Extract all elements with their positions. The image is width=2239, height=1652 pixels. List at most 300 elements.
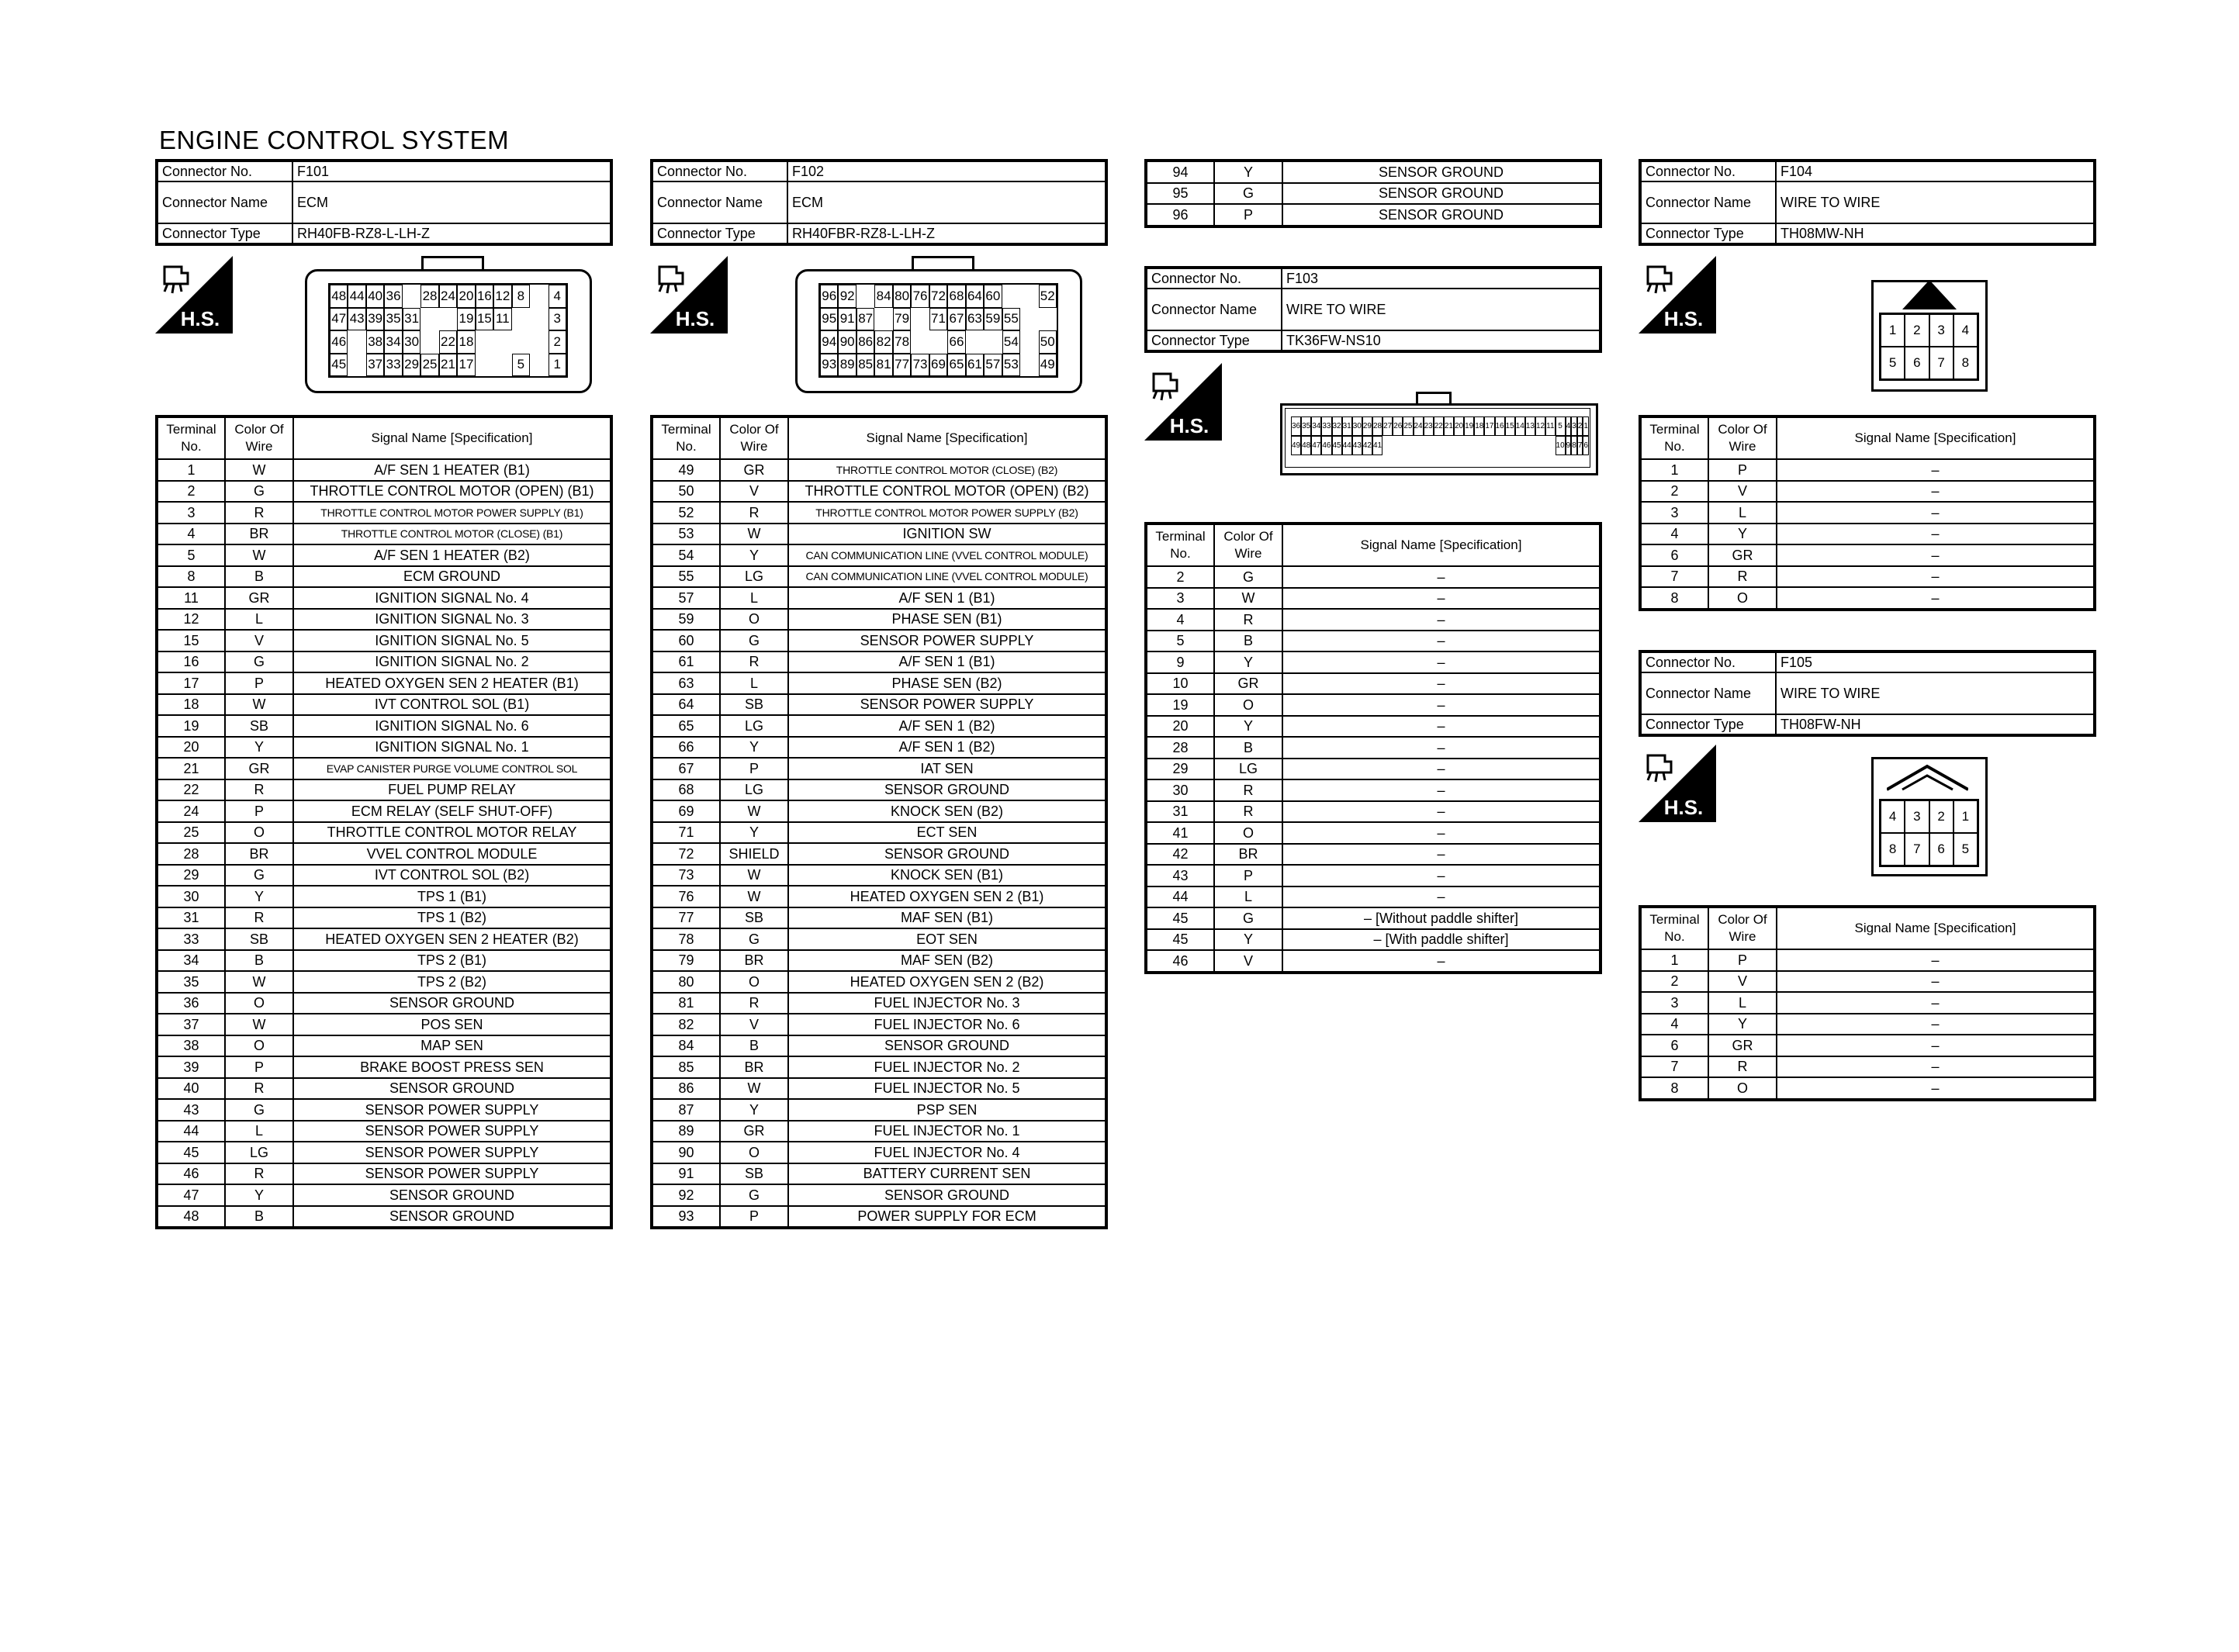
signal-name-cell: – (1282, 759, 1601, 780)
signal-name-cell: THROTTLE CONTROL MOTOR POWER SUPPLY (B2) (788, 502, 1106, 524)
connector-type-value: RH40FBR-RZ8-L-LH-Z (787, 223, 1106, 244)
connector-pin: 86 (856, 330, 874, 354)
wire-color-cell: B (1214, 631, 1282, 652)
wire-color-cell: P (1214, 204, 1282, 226)
connector-pin (1020, 354, 1038, 377)
table-row (157, 993, 611, 1014)
connector-pin: 76 (911, 285, 929, 308)
signal-name-cell: BRAKE BOOST PRESS SEN (293, 1056, 611, 1078)
connector-pin (856, 285, 874, 308)
terminal-no-cell: 89 (652, 1121, 720, 1142)
connector-type-label: Connector Type (1640, 714, 1776, 735)
connector-pin (1505, 436, 1515, 455)
signal-name-cell: SENSOR GROUND (293, 1078, 611, 1100)
table-row (652, 630, 1106, 651)
table-row (1640, 1077, 2095, 1100)
wire-color-cell: O (1708, 1077, 1777, 1100)
terminal-no-cell: 5 (1146, 631, 1214, 652)
terminal-no-cell: 21 (157, 758, 225, 779)
connector-pin: 81 (874, 354, 892, 377)
connector-pin: 33 (1321, 416, 1331, 436)
signal-name-cell: MAF SEN (B2) (788, 950, 1106, 972)
table-row (652, 843, 1106, 865)
connector-pin: 53 (1002, 354, 1020, 377)
table-row (652, 886, 1106, 907)
table-row (157, 1206, 611, 1229)
wire-color-cell: BR (225, 524, 293, 545)
table-row (157, 459, 611, 481)
connector-type-label: Connector Type (1146, 330, 1282, 351)
color-of-wire-header: Color Of Wire (225, 416, 293, 459)
signal-name-cell: – (1282, 716, 1601, 738)
connector-pin: 67 (947, 308, 965, 331)
wire-color-cell: P (225, 800, 293, 822)
table-row (157, 630, 611, 651)
wire-color-cell: BR (225, 843, 293, 865)
table-row (157, 758, 611, 779)
signal-name-cell: – (1282, 822, 1601, 844)
terminal-no-cell: 1 (157, 459, 225, 481)
terminal-no-cell: 3 (157, 502, 225, 524)
f105-header (1639, 650, 2096, 737)
wire-color-cell: G (720, 928, 788, 950)
signal-name-cell: HEATED OXYGEN SEN 2 HEATER (B1) (293, 672, 611, 694)
connector-pin: 78 (893, 330, 911, 354)
terminal-no-cell: 86 (652, 1078, 720, 1100)
wire-color-cell: R (225, 1078, 293, 1100)
signal-name-cell: SENSOR POWER SUPPLY (293, 1099, 611, 1121)
terminal-no-cell: 24 (157, 800, 225, 822)
signal-name-cell: IAT SEN (788, 758, 1106, 779)
wire-color-cell: R (1708, 566, 1777, 588)
connector-pin: 87 (856, 308, 874, 331)
terminal-no-cell: 37 (157, 1014, 225, 1035)
table-row (1640, 524, 2095, 545)
table-row (1146, 865, 1601, 886)
wire-color-cell: V (720, 1014, 788, 1035)
connector-name-label: Connector Name (1640, 672, 1776, 714)
table-row (1640, 971, 2095, 993)
signal-name-cell: SENSOR GROUND (788, 1184, 1106, 1206)
signal-name-cell: A/F SEN 1 (B2) (788, 737, 1106, 759)
wire-color-cell: P (225, 672, 293, 694)
table-row (157, 843, 611, 865)
wire-color-cell: Y (225, 1184, 293, 1206)
signal-name-cell: – (1282, 631, 1601, 652)
wire-color-cell: GR (225, 587, 293, 609)
connector-pin: 5 (1881, 347, 1905, 379)
connector-pin: 41 (1372, 436, 1383, 455)
wire-color-cell: O (225, 993, 293, 1014)
connector-pin: 5 (1954, 833, 1978, 866)
terminal-no-cell: 17 (157, 672, 225, 694)
wire-color-cell: B (225, 566, 293, 588)
table-row (157, 587, 611, 609)
table-row (157, 1142, 611, 1163)
connector-name-label: Connector Name (157, 181, 292, 223)
connector-pin: 18 (457, 330, 475, 354)
wire-color-cell: P (225, 1056, 293, 1078)
wire-color-cell: L (1708, 992, 1777, 1014)
connector-pin: 37 (366, 354, 384, 377)
connector-pin: 46 (330, 330, 348, 354)
terminal-no-cell: 61 (652, 651, 720, 673)
connector-pin: 7 (1905, 833, 1929, 866)
wire-color-cell: R (225, 779, 293, 801)
table-row (1146, 886, 1601, 908)
terminal-no-cell: 60 (652, 630, 720, 651)
connector-pin (493, 330, 511, 354)
wire-color-cell: R (1214, 609, 1282, 631)
terminal-no-cell: 69 (652, 800, 720, 822)
wire-color-cell: G (225, 481, 293, 503)
signal-name-cell: TPS 1 (B2) (293, 907, 611, 929)
terminal-no-cell: 72 (652, 843, 720, 865)
wire-color-cell: Y (225, 737, 293, 759)
table-row (652, 971, 1106, 993)
connector-pin: 61 (966, 354, 984, 377)
table-row (652, 672, 1106, 694)
connector-pin (1484, 436, 1494, 455)
signal-name-cell: BATTERY CURRENT SEN (788, 1163, 1106, 1185)
wire-color-cell: O (1708, 587, 1777, 610)
harness-side-icon (1144, 363, 1222, 441)
signal-name-cell: – (1777, 587, 2095, 610)
signal-name-cell: FUEL INJECTOR No. 1 (788, 1121, 1106, 1142)
table-row (652, 822, 1106, 844)
wire-color-cell: O (720, 1142, 788, 1163)
connector-pin: 4 (1954, 314, 1978, 347)
f104-connector-face (1871, 266, 1988, 392)
terminal-no-cell: 8 (157, 566, 225, 588)
wire-color-cell: L (720, 587, 788, 609)
table-row (1146, 588, 1601, 610)
connector-name-value: WIRE TO WIRE (1776, 181, 2095, 223)
connector-name-value: WIRE TO WIRE (1776, 672, 2095, 714)
wire-color-cell: O (1214, 694, 1282, 716)
hs-label: H.S. (675, 307, 715, 330)
connector-pin: 50 (1039, 330, 1057, 354)
signal-name-header: Signal Name [Specification] (1777, 907, 2095, 949)
signal-name-cell: – (1777, 459, 2095, 481)
wire-color-cell: B (720, 1035, 788, 1057)
table-row (157, 1056, 611, 1078)
terminal-no-cell: 42 (1146, 844, 1214, 866)
wire-color-cell: R (225, 502, 293, 524)
wire-color-cell: SB (720, 907, 788, 929)
terminal-no-cell: 63 (652, 672, 720, 694)
terminal-no-cell: 59 (652, 609, 720, 631)
signal-name-cell: FUEL INJECTOR No. 4 (788, 1142, 1106, 1163)
table-row (1146, 759, 1601, 780)
connector-pin (1002, 285, 1020, 308)
table-row (652, 737, 1106, 759)
f103-connector-face (1280, 392, 1598, 475)
signal-name-cell: – (1282, 588, 1601, 610)
connector-pin: 21 (1444, 416, 1454, 436)
terminal-no-cell: 43 (157, 1099, 225, 1121)
signal-name-cell: TPS 2 (B1) (293, 950, 611, 972)
table-row (157, 971, 611, 993)
table-row (1146, 161, 1601, 183)
terminal-no-cell: 44 (1146, 886, 1214, 908)
terminal-no-cell: 3 (1640, 502, 1708, 524)
table-row (157, 566, 611, 588)
connector-pin: 5 (1556, 416, 1566, 436)
signal-name-cell: FUEL INJECTOR No. 5 (788, 1078, 1106, 1100)
terminal-no-cell: 1 (1640, 459, 1708, 481)
hs-label: H.S. (1169, 414, 1209, 437)
table-row (652, 865, 1106, 886)
signal-name-cell: – (1282, 779, 1601, 801)
terminal-no-cell: 90 (652, 1142, 720, 1163)
terminal-no-cell: 73 (652, 865, 720, 886)
wire-color-cell: LG (225, 1142, 293, 1163)
connector-no-value: F105 (1776, 651, 2095, 672)
harness-side-icon (155, 256, 233, 334)
signal-name-cell: FUEL INJECTOR No. 3 (788, 993, 1106, 1014)
terminal-no-cell: 30 (157, 886, 225, 907)
table-row (1146, 779, 1601, 801)
terminal-no-cell: 29 (1146, 759, 1214, 780)
signal-name-cell: HEATED OXYGEN SEN 2 (B2) (788, 971, 1106, 993)
signal-name-cell: – (1777, 992, 2095, 1014)
signal-name-cell: TPS 1 (B1) (293, 886, 611, 907)
signal-name-cell: THROTTLE CONTROL MOTOR (OPEN) (B2) (788, 481, 1106, 503)
table-row (157, 715, 611, 737)
hs-label: H.S. (1663, 307, 1704, 330)
signal-name-cell: A/F SEN 1 (B2) (788, 715, 1106, 737)
signal-name-cell: POWER SUPPLY FOR ECM (788, 1206, 1106, 1229)
connector-pin: 9 (1566, 436, 1572, 455)
signal-name-cell: A/F SEN 1 (B1) (788, 651, 1106, 673)
connector-pin: 38 (366, 330, 384, 354)
connector-pin: 17 (457, 354, 475, 377)
signal-name-cell: SENSOR GROUND (293, 1206, 611, 1229)
wire-color-cell: O (1214, 822, 1282, 844)
connector-pin: 44 (1342, 436, 1352, 455)
connector-pin: 45 (1332, 436, 1342, 455)
connector-pin (512, 330, 530, 354)
connector-pin: 16 (476, 285, 493, 308)
connector-pin: 35 (1301, 416, 1311, 436)
table-row (1146, 737, 1601, 759)
table-row (157, 481, 611, 503)
table-row (1146, 204, 1601, 226)
terminal-no-cell: 28 (1146, 737, 1214, 759)
connector-pin: 2 (549, 330, 566, 354)
wire-color-cell: Y (1214, 929, 1282, 951)
connector-name-value: ECM (292, 181, 611, 223)
connector-pin (874, 308, 892, 331)
connector-pin: 36 (1291, 416, 1301, 436)
terminal-no-cell: 19 (1146, 694, 1214, 716)
connector-pin (984, 330, 1002, 354)
connector-pin: 10 (1556, 436, 1566, 455)
signal-name-cell: KNOCK SEN (B1) (788, 865, 1106, 886)
connector-pin: 30 (1352, 416, 1362, 436)
wire-color-cell: LG (720, 779, 788, 801)
connector-pin (348, 354, 365, 377)
connector-pin (476, 330, 493, 354)
table-row (157, 609, 611, 631)
wire-color-cell: LG (720, 715, 788, 737)
terminal-no-cell: 6 (1640, 544, 1708, 566)
connector-pin (1039, 308, 1057, 331)
terminal-no-cell: 35 (157, 971, 225, 993)
connector-pin (1525, 436, 1535, 455)
table-row (157, 928, 611, 950)
table-row (652, 1056, 1106, 1078)
connector-pin: 6 (1929, 833, 1954, 866)
wire-color-cell: P (1708, 949, 1777, 971)
signal-name-cell: CAN COMMUNICATION LINE (VVEL CONTROL MODULE) (788, 566, 1106, 588)
connector-pin (1020, 285, 1038, 308)
wire-color-cell: B (225, 1206, 293, 1229)
connector-pin: 48 (330, 285, 348, 308)
signal-name-cell: – (1282, 609, 1601, 631)
connector-pin: 24 (439, 285, 457, 308)
connector-type-value: TK36FW-NS10 (1282, 330, 1601, 351)
signal-name-cell: IVT CONTROL SOL (B1) (293, 694, 611, 716)
table-row (157, 1163, 611, 1185)
wire-color-cell: SB (225, 928, 293, 950)
terminal-no-cell: 47 (157, 1184, 225, 1206)
table-row (157, 694, 611, 716)
connector-pin: 32 (1332, 416, 1342, 436)
connector-pin: 7 (1577, 436, 1583, 455)
f103-header (1144, 266, 1602, 353)
connector-pin: 95 (820, 308, 838, 331)
wire-color-cell: V (1708, 971, 1777, 993)
signal-name-cell: – (1777, 1056, 2095, 1078)
connector-pin (911, 308, 929, 331)
wire-color-cell: G (720, 1184, 788, 1206)
table-row (157, 800, 611, 822)
terminal-no-header: Terminal No. (1146, 524, 1214, 566)
wire-color-cell: W (720, 865, 788, 886)
signal-name-cell: – (1777, 566, 2095, 588)
connector-pin: 11 (493, 308, 511, 331)
connector-no-label: Connector No. (1146, 268, 1282, 289)
wire-color-cell: W (720, 1078, 788, 1100)
connector-pin: 80 (893, 285, 911, 308)
signal-name-cell: SENSOR GROUND (293, 1184, 611, 1206)
wire-color-cell: V (1708, 481, 1777, 503)
connector-latch-icon (1902, 272, 1957, 311)
connector-pin (530, 308, 548, 331)
connector-pin (1515, 436, 1525, 455)
terminal-no-cell: 57 (652, 587, 720, 609)
signal-name-cell: IGNITION SIGNAL No. 3 (293, 609, 611, 631)
connector-name-label: Connector Name (652, 181, 787, 223)
signal-name-cell: – (1282, 844, 1601, 866)
signal-name-cell: A/F SEN 1 HEATER (B1) (293, 459, 611, 481)
connector-pin: 14 (1515, 416, 1525, 436)
table-row (157, 737, 611, 759)
signal-name-cell: SENSOR GROUND (1282, 204, 1601, 226)
signal-name-cell: – (1282, 566, 1601, 588)
connector-pin: 25 (1403, 416, 1413, 436)
connector-pin: 29 (403, 354, 420, 377)
connector-pin: 85 (856, 354, 874, 377)
terminal-no-cell: 7 (1640, 1056, 1708, 1078)
connector-pin: 84 (874, 285, 892, 308)
connector-pin: 69 (929, 354, 947, 377)
terminal-no-cell: 93 (652, 1206, 720, 1229)
connector-pin: 47 (1311, 436, 1321, 455)
wire-color-cell: G (1214, 183, 1282, 205)
table-row (652, 694, 1106, 716)
connector-pin: 60 (984, 285, 1002, 308)
wire-color-cell: L (720, 672, 788, 694)
signal-name-cell: THROTTLE CONTROL MOTOR (OPEN) (B1) (293, 481, 611, 503)
connector-pin: 16 (1495, 416, 1505, 436)
connector-pin: 68 (947, 285, 965, 308)
connector-pin: 1 (1583, 416, 1589, 436)
signal-name-cell: MAF SEN (B1) (788, 907, 1106, 929)
connector-pin (530, 330, 548, 354)
color-of-wire-header: Color Of Wire (1708, 907, 1777, 949)
signal-name-cell: VVEL CONTROL MODULE (293, 843, 611, 865)
terminal-no-cell: 40 (157, 1078, 225, 1100)
connector-pin: 93 (820, 354, 838, 377)
terminal-no-cell: 29 (157, 865, 225, 886)
signal-name-cell: IVT CONTROL SOL (B2) (293, 865, 611, 886)
terminal-no-cell: 2 (1640, 481, 1708, 503)
terminal-no-cell: 2 (1146, 566, 1214, 588)
terminal-no-cell: 67 (652, 758, 720, 779)
connector-pin: 6 (1905, 347, 1929, 379)
wire-color-cell: Y (720, 544, 788, 566)
signal-name-cell: SENSOR GROUND (788, 843, 1106, 865)
connector-no-value: F102 (787, 161, 1106, 181)
wire-color-cell: R (1214, 779, 1282, 801)
signal-name-cell: FUEL INJECTOR No. 2 (788, 1056, 1106, 1078)
signal-name-cell: HEATED OXYGEN SEN 2 HEATER (B2) (293, 928, 611, 950)
connector-pin: 30 (403, 330, 420, 354)
connector-pin (420, 330, 438, 354)
terminal-no-header: Terminal No. (1640, 907, 1708, 949)
terminal-no-cell: 87 (652, 1099, 720, 1121)
wire-color-cell: L (225, 609, 293, 631)
table-row (1146, 631, 1601, 652)
signal-name-cell: SENSOR POWER SUPPLY (293, 1142, 611, 1163)
connector-pin: 19 (1464, 416, 1474, 436)
table-row (652, 544, 1106, 566)
connector-pin: 7 (1929, 347, 1954, 379)
f103-terminal-table (1144, 522, 1602, 974)
wire-color-cell: B (225, 950, 293, 972)
table-row (1146, 566, 1601, 588)
connector-pin: 90 (838, 330, 856, 354)
connector-name-label: Connector Name (1640, 181, 1776, 223)
signal-name-cell: THROTTLE CONTROL MOTOR RELAY (293, 822, 611, 844)
table-row (1146, 929, 1601, 951)
terminal-no-cell: 38 (157, 1035, 225, 1057)
connector-type-value: TH08MW-NH (1776, 223, 2095, 244)
signal-name-cell: PSP SEN (788, 1099, 1106, 1121)
wire-color-cell: G (1214, 907, 1282, 929)
signal-name-cell: A/F SEN 1 HEATER (B2) (293, 544, 611, 566)
wire-color-cell: P (1214, 865, 1282, 886)
signal-name-cell: THROTTLE CONTROL MOTOR (CLOSE) (B1) (293, 524, 611, 545)
connector-pin: 49 (1039, 354, 1057, 377)
signal-name-cell: SENSOR GROUND (1282, 161, 1601, 183)
signal-name-cell: PHASE SEN (B2) (788, 672, 1106, 694)
connector-pin: 1 (1881, 314, 1905, 347)
terminal-no-cell: 4 (1640, 1014, 1708, 1035)
